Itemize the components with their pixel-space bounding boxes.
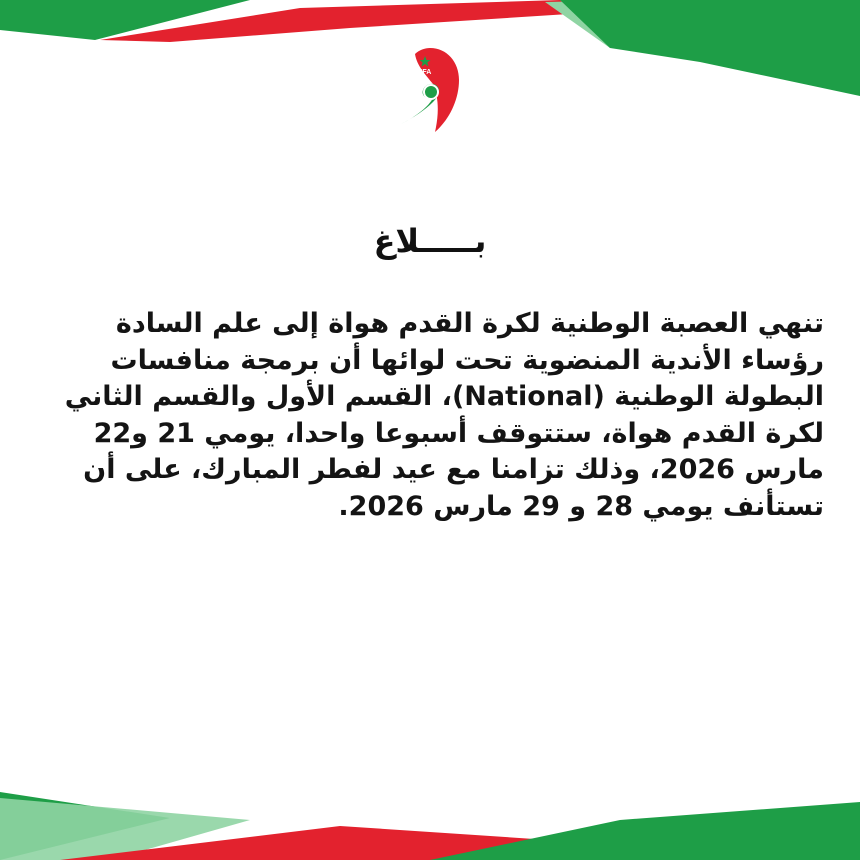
body-line: تستأنف يومي 28 و 29 مارس 2026. (338, 490, 824, 522)
body-line: لكرة القدم هواة، ستتوقف أسبوعا واحدا، يومي 21 و22 (93, 417, 824, 449)
bottom-decorative-band (0, 780, 860, 860)
logo-emblem-text: LNFA (413, 69, 432, 76)
announcement-title: بـــــلاغ (373, 222, 487, 260)
body-line: تنهي العصبة الوطنية لكرة القدم هواة إلى علم السادة (115, 308, 824, 339)
logo-green-ribbon (401, 84, 439, 124)
body-line: مارس 2026، وذلك تزامنا مع عيد لفطر المبارك، على أن (83, 454, 824, 485)
bottom-green-right-shape (430, 802, 860, 860)
body-line: البطولة الوطنية (National)، القسم الأول والقسم الثاني (64, 381, 824, 412)
announcement-body (36, 306, 824, 525)
top-green-right-shape (560, 0, 860, 96)
lnfa-logo-icon (395, 44, 465, 136)
body-line: رؤساء الأندية المنضوية تحت لوائها أن برمجة منافسات (110, 344, 824, 376)
